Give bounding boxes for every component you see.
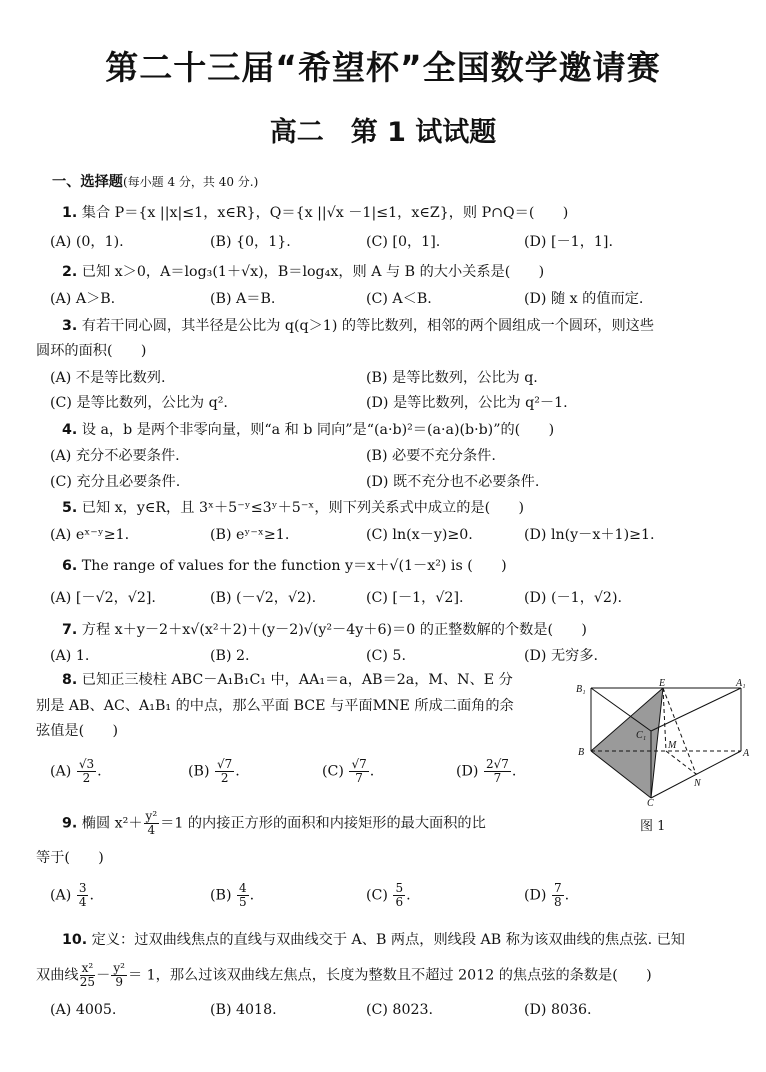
- q8-number: 8.: [62, 672, 78, 688]
- q3-option-c: (C) 是等比数列，公比为 q².: [50, 395, 228, 411]
- shaded-plane-bce: [591, 688, 663, 798]
- q10-option-c: (C) 8023.: [366, 1002, 434, 1018]
- q6-option-c: (C) [－1，√2].: [366, 590, 464, 606]
- q1-option-d: (D) [－1，1].: [524, 234, 613, 250]
- figure-caption: 图 1: [640, 819, 666, 834]
- q4-option-a: (A) 充分不必要条件.: [50, 448, 180, 464]
- q9-option-c: (C) $\frac{5}{6}$ .: [366, 881, 411, 909]
- q8-text-line1: 已知正三棱柱 ABC－A₁B₁C₁ 中，AA₁＝a，AB＝2a，M、N、E 分: [81, 672, 513, 688]
- q9-a-num: 3: [78, 881, 87, 895]
- label-c: C: [647, 798, 654, 806]
- q7-option-c: (C) 5.: [366, 648, 406, 664]
- q4-option-c: (C) 充分且必要条件.: [50, 474, 181, 490]
- q9-c-num: 5: [395, 881, 404, 895]
- q2-option-d: (D) 随 x 的值而定.: [524, 291, 644, 307]
- q10-text-line2: [36, 962, 652, 989]
- q5-option-c: (C) ln(x－y)≥0.: [366, 527, 473, 543]
- q9-a-label: (A): [50, 887, 72, 904]
- q8-c-den: 7: [355, 771, 363, 785]
- q10-number: 10.: [62, 932, 88, 948]
- q3-number: 3.: [62, 318, 78, 334]
- q6-option-d: (D) (－1，√2).: [524, 590, 623, 606]
- q4-number: 4.: [62, 422, 78, 438]
- q1-text: 集合 P＝{x ||x|≤1，x∈R}，Q＝{x ||√x －1|≤1，x∈Z}，则 P∩Q＝( ): [81, 205, 569, 221]
- q5-text: 已知 x，y∈R，且 3ˣ＋5⁻ʸ≤3ʸ＋5⁻ˣ，则下列关系式中成立的是( ): [81, 500, 525, 516]
- q9-option-b: (B) $\frac{4}{5}$ .: [210, 881, 255, 909]
- q2-option-b: (B) A＝B.: [210, 291, 276, 307]
- q3-option-b: (B) 是等比数列，公比为 q.: [366, 370, 538, 386]
- q5-option-a: (A) eˣ⁻ʸ≥1.: [50, 527, 130, 543]
- question-9: [62, 810, 486, 837]
- q3-option-d: (D) 是等比数列，公比为 q²－1.: [366, 395, 568, 411]
- q4-text: 设 a，b 是两个非零向量，则“a 和 b 同向”是“(a·b)²＝(a·a)(b·b)”的( ): [81, 422, 555, 438]
- q9-a-fraction: [77, 882, 89, 909]
- label-a1: A₁: [736, 678, 746, 689]
- q7-text: 方程 x＋y－2＋x√(x²＋2)＋(y－2)√(y²－4y＋6)＝0 的正整数解的个数是( ): [81, 622, 587, 638]
- q8-option-d: (D) $\frac{2√7}{7}$ .: [456, 757, 517, 785]
- q9-option-d: (D) $\frac{7}{8}$ .: [524, 881, 570, 909]
- q9-text-b: ＝1 的内接正方形的面积和内接矩形的最大面积的比: [160, 815, 486, 832]
- q8-c-num: √7: [351, 757, 367, 771]
- q8-text-line3: 弦值是( ): [36, 723, 119, 739]
- q8-d-den: 7: [493, 771, 502, 785]
- q6-option-a: (A) [－√2，√2].: [50, 590, 156, 606]
- q9-d-fraction: [552, 882, 564, 909]
- q2-text: 已知 x＞0，A＝log₃(1＋√x)，B＝log₄x，则 A 与 B 的大小关系是( ): [81, 264, 545, 280]
- q9-b-fraction: [237, 882, 249, 909]
- q9-option-a: (A) $\frac{3}{4}$ .: [50, 881, 94, 909]
- q8-option-a: (A) $\frac{√3}{2}$ .: [50, 757, 102, 785]
- q8-a-den: 2: [82, 771, 91, 785]
- label-c1: C₁: [636, 730, 647, 741]
- q8-text-line2: 别是 AB、AC、A₁B₁ 的中点，那么平面 BCE 与平面MNE 所成二面角的余: [36, 698, 514, 714]
- q1-option-b: (B) {0，1}.: [210, 234, 291, 250]
- q9-c-label: (C): [366, 887, 388, 904]
- paper-subtitle: 高二 第 1 试试题: [269, 117, 497, 148]
- q5-number: 5.: [62, 500, 78, 516]
- q10-option-b: (B) 4018.: [210, 1002, 277, 1018]
- q8-option-c: (C) $\frac{√7}{7}$ .: [322, 757, 375, 785]
- q1-option-c: (C) [0，1].: [366, 234, 441, 250]
- q8-c-fraction: [349, 758, 368, 785]
- label-b1: B₁: [576, 684, 586, 695]
- q10-text2-b: ＝ 1，那么过该双曲线左焦点，长度为整数且不超过 2012 的焦点弦的条数是( ): [127, 967, 652, 984]
- q6-option-b: (B) (－√2，√2).: [210, 590, 317, 606]
- q9-b-num: 4: [239, 881, 247, 895]
- q5-option-b: (B) eʸ⁻ˣ≥1.: [210, 527, 290, 543]
- q9-number: 9.: [62, 815, 78, 832]
- q10-text2-a: 双曲线: [36, 967, 79, 984]
- paper-title: 第二十三届“希望杯”全国数学邀请赛: [105, 48, 661, 87]
- question-4: [62, 420, 554, 440]
- label-a: A: [743, 748, 750, 759]
- edge-c-a: [651, 751, 741, 798]
- q10-option-d: (D) 8036.: [524, 1002, 592, 1018]
- q9-b-den: 5: [239, 895, 247, 909]
- q7-option-b: (B) 2.: [210, 648, 250, 664]
- q9-c-den: 6: [395, 895, 404, 909]
- q9-fraction: [144, 810, 160, 837]
- q8-a-fraction: [77, 758, 96, 785]
- q2-option-a: (A) A＞B.: [50, 291, 116, 307]
- q5-option-d: (D) ln(y－x＋1)≥1.: [524, 527, 655, 543]
- label-e: E: [659, 678, 666, 689]
- question-5: [62, 498, 524, 518]
- q3-option-a: (A) 不是等比数列.: [50, 370, 166, 386]
- q8-d-num: 2√7: [485, 757, 509, 771]
- q9-a-den: 4: [78, 895, 87, 909]
- label-b: B: [578, 747, 585, 758]
- q10-f1-num: x²: [81, 961, 94, 975]
- question-7: [62, 620, 587, 640]
- q9-b-label: (B): [210, 887, 232, 904]
- question-2: [62, 262, 544, 282]
- question-3: [62, 316, 654, 336]
- prism-figure: [573, 676, 753, 806]
- q9-d-num: 7: [553, 881, 562, 895]
- q8-b-den: 2: [220, 771, 229, 785]
- q1-option-a: (A) (0，1).: [50, 234, 124, 250]
- q8-b-fraction: [215, 758, 234, 785]
- q7-option-a: (A) 1.: [50, 648, 90, 664]
- q10-text-line1: 定义：过双曲线焦点的直线与双曲线交于 A、B 两点，则线段 AB 称为该双曲线的焦点弦. 已知: [91, 932, 685, 948]
- q10-f1-den: 25: [79, 975, 95, 989]
- q10-minus: －: [96, 967, 111, 984]
- q8-d-label: (D): [456, 763, 479, 780]
- q9-frac-den: 4: [147, 823, 156, 837]
- q6-number: 6.: [62, 558, 78, 574]
- q9-d-label: (D): [524, 887, 547, 904]
- q8-c-label: (C): [322, 763, 344, 780]
- q3-text-line2: 圆环的面积( ): [36, 343, 147, 359]
- q9-d-den: 8: [553, 895, 562, 909]
- q10-option-a: (A) 4005.: [50, 1002, 117, 1018]
- label-n: N: [694, 778, 701, 789]
- q8-b-num: √7: [217, 757, 233, 771]
- q10-fraction-y: [111, 962, 127, 989]
- edge-e-m: [663, 688, 666, 751]
- label-m: M: [668, 740, 677, 751]
- q9-frac-num: y²: [145, 809, 158, 823]
- q1-number: 1.: [62, 205, 78, 221]
- question-10: [62, 930, 685, 950]
- q4-option-b: (B) 必要不充分条件.: [366, 448, 496, 464]
- q10-fraction-x: [80, 962, 96, 989]
- question-6: [62, 556, 507, 576]
- q2-number: 2.: [62, 264, 78, 280]
- q9-text-a: 椭圆 x²＋: [81, 815, 143, 832]
- section-note: (每小题 4 分，共 40 分.): [122, 175, 259, 189]
- q8-a-num: √3: [78, 757, 95, 771]
- q6-text: The range of values for the function y＝x＋√(1－x²) is ( ): [81, 558, 507, 574]
- q8-d-fraction: [484, 758, 511, 785]
- q7-number: 7.: [62, 622, 78, 638]
- q3-text-line1: 有若干同心圆，其半径是公比为 q(q＞1) 的等比数列，相邻的两个圆组成一个圆环，则这些: [81, 318, 655, 334]
- q9-c-fraction: [393, 882, 405, 909]
- q2-option-c: (C) A＜B.: [366, 291, 432, 307]
- q4-option-d: (D) 既不充分也不必要条件.: [366, 474, 540, 490]
- q8-option-b: (B) $\frac{√7}{2}$ .: [188, 757, 240, 785]
- q10-f2-den: 9: [115, 975, 123, 989]
- question-8: [62, 670, 513, 690]
- q10-f2-num: y²: [113, 961, 125, 975]
- question-1: [62, 203, 568, 223]
- section-heading: [52, 172, 258, 192]
- q8-a-label: (A): [50, 763, 72, 780]
- q9-text-line2: 等于( ): [36, 850, 104, 866]
- q8-b-label: (B): [188, 763, 210, 780]
- section-label: 一、选择题: [52, 174, 123, 190]
- q7-option-d: (D) 无穷多.: [524, 648, 599, 664]
